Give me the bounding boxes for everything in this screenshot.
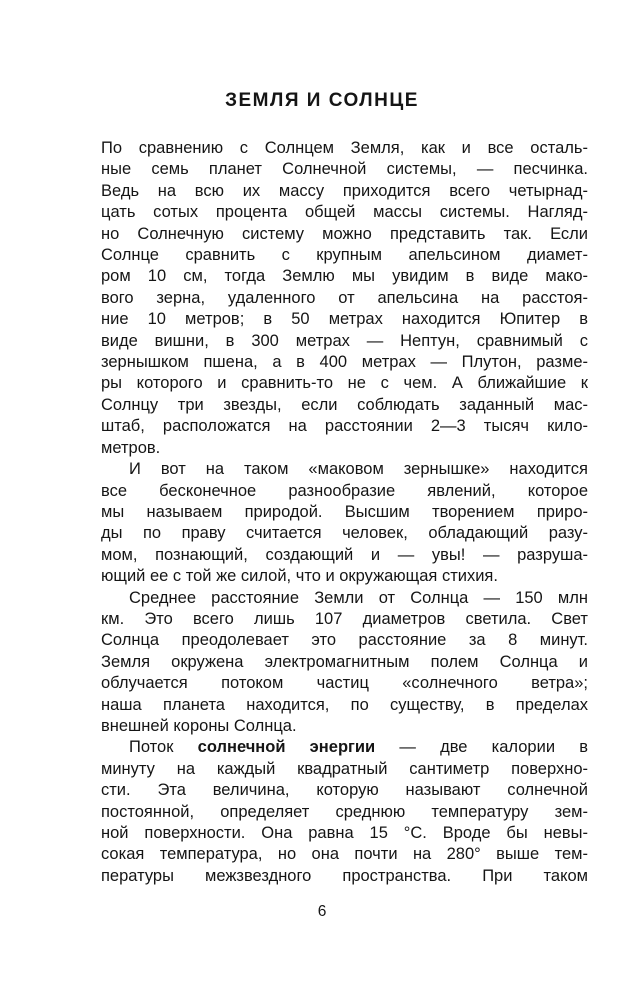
text-body: [101, 138, 588, 887]
text-line: виде вишни, в 300 метрах — Нептун, сравнимый с: [101, 331, 588, 350]
text-line: все бесконечное разнообразие явлений, которое: [101, 481, 588, 500]
text-line: пературы межзвездного пространства. При таком: [101, 866, 588, 885]
text-line: Ведь на всю их массу приходится всего четырнад-: [101, 181, 588, 200]
page-number: 6: [317, 903, 327, 920]
text-line: мом, познающий, создающий и — увы! — разруша-: [101, 545, 588, 564]
text-line: По сравнению с Солнцем Земля, как и все осталь-: [101, 139, 588, 157]
text-line: штаб, расположатся на расстоянии 2—3 тысяч кило-: [101, 417, 588, 436]
bold-text: солнечной энергии: [197, 738, 376, 757]
text-line: Земля окружена электромагнитным полем Солнца и: [101, 652, 588, 671]
text-segment: — две калории в: [375, 738, 589, 757]
text-line: ры которого и сравнить-то не с чем. А ближайшие к: [101, 374, 588, 393]
text-segment: Поток: [129, 738, 198, 757]
text-line: минуту на каждый квадратный сантиметр поверхно-: [101, 759, 588, 778]
text-line: Солнцу три звезды, если соблюдать заданный мас-: [101, 395, 588, 414]
text-line: ром 10 см, тогда Землю мы увидим в виде мако-: [101, 267, 588, 286]
paragraph: [101, 588, 588, 738]
page-title: ЗЕМЛЯ И СОЛНЦЕ: [225, 90, 419, 111]
text-line: И вот на таком «маковом зернышке» находится: [129, 460, 588, 479]
text-line: постоянной, определяет среднюю температуру зем-: [101, 802, 588, 821]
text-line: ды по праву считается человек, обладающий разу-: [101, 524, 588, 543]
text-line: ние 10 метров; в 50 метрах находится Юпитер в: [101, 310, 588, 329]
text-line: ные семь планет Солнечной системы, — песчинка.: [101, 160, 588, 179]
text-line: зернышком пшена, а в 400 метрах — Плутон, разме-: [101, 353, 588, 372]
text-line: Солнце сравнить с крупным апельсином диамет-: [101, 246, 588, 265]
text-line: сокая температура, но она почти на 280° выше тем-: [101, 845, 588, 864]
paragraph: [101, 737, 588, 887]
text-line: ной поверхности. Она равна 15 °С. Вроде бы невы-: [101, 824, 588, 842]
paragraph: [101, 459, 588, 587]
text-line: Солнца преодолевает это расстояние за 8 минут.: [101, 631, 588, 650]
text-line: мы называем природой. Высшим творением приро-: [101, 502, 588, 521]
text-line: сти. Эта величина, которую называют солнечной: [101, 781, 588, 800]
text-line: км. Это всего лишь 107 диаметров светила. Свет: [101, 609, 588, 628]
text-line: ющий ее с той же силой, что и окружающая стихия.: [101, 567, 498, 586]
text-line: [101, 737, 588, 758]
text-line: но Солнечную систему можно представить так. Если: [101, 224, 588, 243]
paragraph: [101, 138, 588, 459]
text-line: Среднее расстояние Земли от Солнца — 150 млн: [129, 588, 588, 607]
text-line: цать сотых процента общей массы системы. Нагляд-: [101, 203, 588, 222]
text-line: внешней короны Солнца.: [101, 716, 297, 735]
text-line: наша планета находится, по существу, в пределах: [101, 695, 588, 714]
text-line: вого зерна, удаленного от апельсина на расстоя-: [101, 288, 588, 307]
text-line: метров.: [101, 438, 161, 457]
text-line: облучается потоком частиц «солнечного ветра»;: [101, 674, 588, 693]
